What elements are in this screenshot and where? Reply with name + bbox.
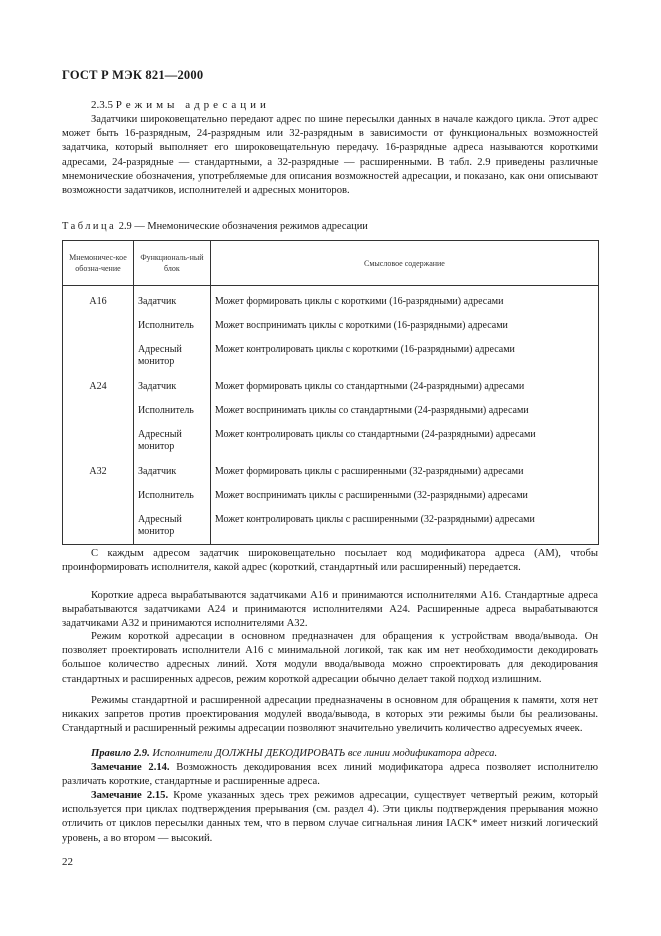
- paragraph-short-addresses: Короткие адреса вырабатываются задатчиками А16 и принимаются исполнителями А16. Стандартные адреса вырабатываются задатчиками А24 и принимаются исполнителями А24. Расширенные адреса вырабатываются задатчиками А32 и принимаются исполнителями А32.: [62, 590, 598, 630]
- meaning-item: Может воспринимать циклы с короткими (16-разрядными) адресами: [214, 320, 508, 331]
- block-item: Задатчик: [137, 466, 177, 477]
- note-2-14: [62, 761, 598, 789]
- meaning-cell: [210, 371, 598, 456]
- block-cell: [133, 286, 210, 372]
- meaning-item: Может формировать циклы с короткими (16-разрядными) адресами: [214, 296, 504, 307]
- meaning-cell: [210, 286, 598, 372]
- block-item: Задатчик: [137, 381, 177, 392]
- rule-label: Правило 2.9.: [91, 748, 150, 759]
- block-item: Адресный монитор: [137, 344, 182, 367]
- mnemonic-cell: А24: [63, 371, 134, 456]
- paragraph-standard-extended: Режимы стандартной и расширенной адресации предназначены в основном для обращения к памяти, хотя нет никаких запретов против проектирования модулей ввода/вывода, в которых эти режимы были бы реализованы. Стандартный и расширенный режимы адресации позволяют значительно увеличить количество адресуемых ячеек.: [62, 695, 598, 735]
- rule-text: Исполнители ДОЛЖНЫ ДЕКОДИРОВАТЬ все линии модификатора адреса.: [152, 748, 498, 759]
- note-text: Возможность декодирования всех линий модификатора адреса позволяет исполнителю различать короткие, стандартные и расширенные адреса.: [62, 762, 599, 788]
- meaning-item: Может формировать циклы со стандартными (24-разрядными) адресами: [214, 381, 525, 392]
- page-number: 22: [62, 856, 73, 868]
- note-label: Замечание 2.14.: [91, 762, 170, 773]
- table-caption-word: Таблица: [62, 221, 117, 232]
- block-cell: [133, 371, 210, 456]
- block-item: Исполнитель: [137, 405, 194, 416]
- section-heading: [91, 99, 270, 111]
- block-item: Исполнитель: [137, 320, 194, 331]
- meaning-item: Может формировать циклы с расширенными (32-разрядными) адресами: [214, 466, 524, 477]
- mnemonic-cell: А32: [63, 456, 134, 545]
- note-text: Кроме указанных здесь трех режимов адресации, существует четвертый режим, который используется при циклах подтверждения прерывания (см. раздел 4). Эти циклы подтверждения прерывания можно отличить от циклов пересылки данных тем, что в первом случае сигнальная линия IACK* имеет низкий логический уровень, а во втором — высокий.: [62, 790, 599, 844]
- paragraph-intro: Задатчики широковещательно передают адрес по шине пересылки данных в начале каждого цикла. Этот адрес может быть 16-разрядным, 24-разрядным или 32-разрядным в зависимости от функциональных возможностей задатчика, который выполняет его широковещательную передачу. 16-разрядные адреса называются короткими адресами, 24-разрядные — стандартными, а 32-разрядные — расширенными. В табл. 2.9 приведены различные мнемонические обозначения, употребляемые для описания возможностей адресации, и показано, как они описывают возможности задатчиков, исполнителей и адресных мониторов.: [62, 114, 598, 197]
- section-number: 2.3.5: [91, 99, 113, 111]
- table-row: [63, 286, 599, 372]
- table-row: [63, 456, 599, 545]
- rule-2-9: [62, 747, 598, 761]
- document-header: ГОСТ Р МЭК 821—2000: [62, 68, 204, 82]
- block-item: Адресный монитор: [137, 514, 182, 537]
- table-caption-text: 2.9 — Мнемонические обозначения режимов адресации: [118, 221, 368, 232]
- paragraph-am-code: С каждым адресом задатчик широковещательно посылает код модификатора адреса (АМ), чтобы проинформировать исполнителя, какой адрес (короткий, стандартный или расширенный) передается.: [62, 548, 598, 574]
- meaning-cell: [210, 456, 598, 545]
- table-header-meaning: Смысловое содержание: [210, 241, 598, 286]
- note-label: Замечание 2.15.: [91, 790, 169, 801]
- table-caption: [62, 221, 368, 232]
- block-item: Адресный монитор: [137, 429, 182, 452]
- table-header-mnemonic: Мнемоничес-кое обозна-чение: [63, 241, 134, 286]
- meaning-item: Может воспринимать циклы со стандартными (24-разрядными) адресами: [214, 405, 529, 416]
- mnemonic-cell: А16: [63, 286, 134, 372]
- section-title: Режимы адресации: [115, 99, 270, 111]
- addressing-modes-table: [62, 240, 599, 545]
- meaning-item: Может воспринимать циклы с расширенными (32-разрядными) адресами: [214, 490, 528, 501]
- block-cell: [133, 456, 210, 545]
- block-item: Исполнитель: [137, 490, 194, 501]
- meaning-item: Может контролировать циклы со стандартными (24-разрядными) адресами: [214, 429, 536, 440]
- table-row: [63, 371, 599, 456]
- note-2-15: [62, 789, 598, 846]
- table-header-block: Функциональ-ный блок: [133, 241, 210, 286]
- meaning-item: Может контролировать циклы с расширенными (32-разрядными) адресами: [214, 514, 535, 525]
- paragraph-short-mode: Режим короткой адресации в основном предназначен для обращения к устройствам ввода/вывода. Он позволяет проектировать исполнители А16 с минимальной логикой, так как им нет необходимости декодировать большое количество адресных линий. Хотя модули ввода/вывода можно спроектировать для декодирования стандартных и расширенных адресов, режим короткой адресации обычно делает такой подход излишним.: [62, 631, 598, 685]
- block-item: Задатчик: [137, 296, 177, 307]
- meaning-item: Может контролировать циклы с короткими (16-разрядными) адресами: [214, 344, 515, 355]
